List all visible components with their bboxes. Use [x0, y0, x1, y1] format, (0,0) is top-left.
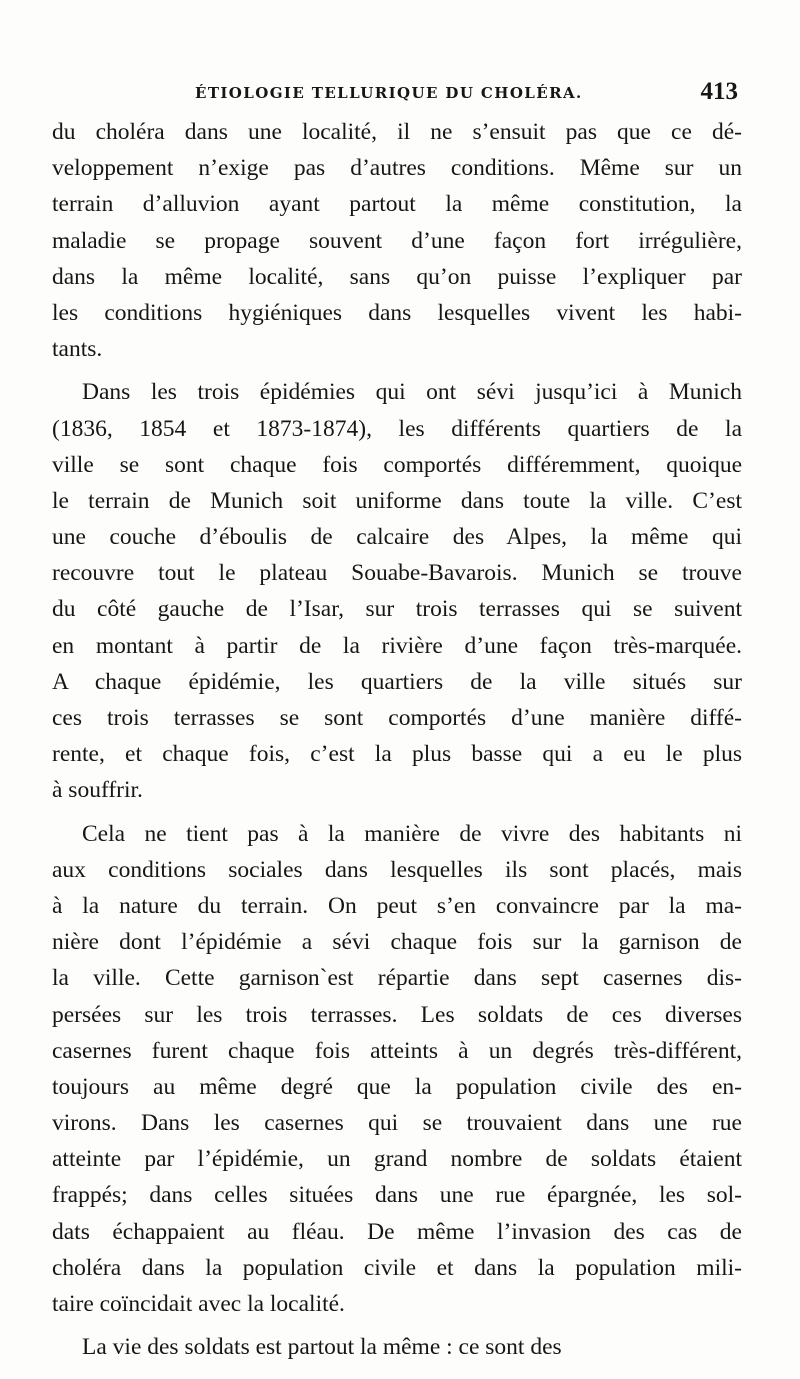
text-line: terrain d’alluvion ayant partout la même constitution, la: [52, 191, 742, 218]
text-line: taire coïncidait avec la localité.: [52, 1291, 345, 1317]
text-line: à souffrir.: [52, 777, 143, 804]
text-line: casernes furent chaque fois atteints à un degrés très-différent,: [52, 1037, 742, 1064]
text-line: choléra dans la population civile et dans la population mili-: [52, 1254, 742, 1281]
text-line: une couche d’éboulis de calcaire des Alpes, la même qui: [52, 524, 742, 551]
paragraph: [52, 816, 742, 1323]
text-line: du côté gauche de l’Isar, sur trois terrasses qui se suivent: [52, 596, 742, 623]
page-header: [52, 78, 742, 114]
text-line: rente, et chaque fois, c’est la plus basse qui a eu le plus: [52, 741, 742, 768]
text-line: le terrain de Munich soit uniforme dans toute la ville. C’est: [52, 487, 742, 514]
text-line: toujours au même degré que la population civile des en-: [52, 1073, 742, 1100]
text-line: Dans les trois épidémies qui ont sévi jusqu’ici à Munich: [82, 379, 742, 406]
text-line: la ville. Cette garnison`est répartie dans sept casernes dis-: [52, 965, 742, 992]
text-line: persées sur les trois terrasses. Les soldats de ces diverses: [52, 1001, 742, 1028]
text-line: recouvre tout le plateau Souabe-Bavarois. Munich se trouve: [52, 560, 742, 587]
text-line: La vie des soldats est partout la même : ce sont des: [82, 1334, 562, 1361]
text-line: frappés; dans celles situées dans une rue épargnée, les sol-: [52, 1182, 742, 1209]
running-title: ÉTIOLOGIE TELLURIQUE DU CHOLÉRA.: [195, 84, 583, 102]
text-line: ces trois terrasses se sont comportés d’une manière diffé-: [52, 705, 742, 731]
text-line: les conditions hygiéniques dans lesquelles vivent les habi-: [52, 299, 742, 326]
text-line: virons. Dans les casernes qui se trouvaient dans une rue: [52, 1110, 742, 1137]
page-number: 413: [700, 78, 738, 105]
text-line: aux conditions sociales dans lesquelles ils sont placés, mais: [52, 856, 742, 883]
text-line: A chaque épidémie, les quartiers de la ville situés sur: [52, 668, 742, 695]
text-line: dans la même localité, sans qu’on puisse l’expliquer par: [52, 263, 742, 290]
text-line: Cela ne tient pas à la manière de vivre des habitants ni: [82, 820, 742, 847]
text-line: (1836, 1854 et 1873-1874), les différents quartiers de la: [52, 415, 742, 442]
text-line: en montant à partir de la rivière d’une façon très-marquée.: [52, 632, 742, 659]
text-line: dats échappaient au fléau. De même l’invasion des cas de: [52, 1218, 742, 1245]
text-line: maladie se propage souvent d’une façon fort irrégulière,: [52, 227, 742, 254]
paragraph: [52, 114, 742, 367]
text-line: nière dont l’épidémie a sévi chaque fois sur la garnison de: [52, 929, 742, 956]
text-line: veloppement n’exige pas d’autres conditions. Même sur un: [52, 155, 742, 182]
body-text: [52, 114, 742, 1372]
paragraph: [52, 374, 742, 808]
paragraph: [52, 1329, 742, 1365]
text-line: atteinte par l’épidémie, un grand nombre de soldats étaient: [52, 1146, 742, 1173]
text-line: du choléra dans une localité, il ne s’ensuit pas que ce dé-: [52, 119, 742, 145]
text-line: ville se sont chaque fois comportés différemment, quoique: [52, 451, 742, 478]
text-line: à la nature du terrain. On peut s’en convaincre par la ma-: [52, 892, 742, 919]
text-line: tants.: [52, 336, 103, 363]
